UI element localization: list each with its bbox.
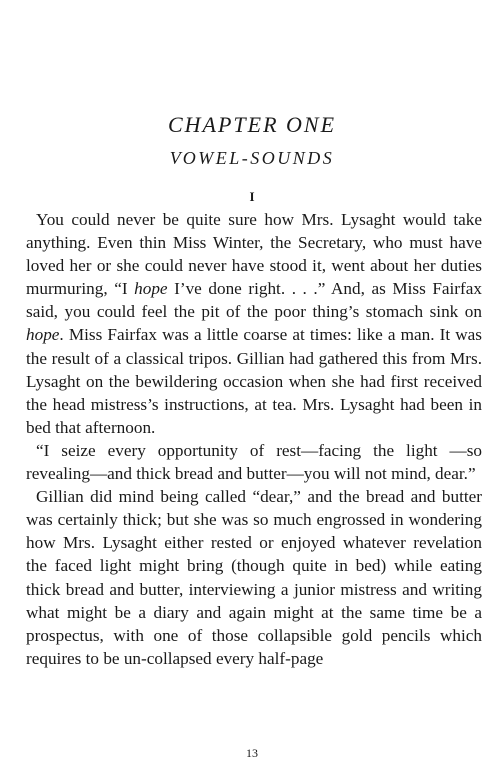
page-number: 13 [246,746,258,760]
text-run: I’ve done right. . . .” And, as Miss Fairfax said, you could feel the pit of the poor thing’s stomach sink on [26,279,482,322]
text-run: You could never be quite sure how Mrs. Lysaght would take anything. Even thin Miss Winter, the Secretary, who must have loved her or she could never have stood it, went about her duties murmuring, “I [26,210,482,299]
text-run: “I seize every opportunity of rest—facing the light —so revealing—and thick bread and butter—you will not mind, dear.” [26,440,482,484]
italic-word: hope [26,325,60,345]
section-number: I [249,189,255,204]
italic-word: hope [134,279,168,299]
paragraph [26,208,482,439]
text-run: . Miss Fairfax was a little coarse at times: like a man. It was the result of a classical tripos. Gillian had gathered this from Mrs. Lysaght on the bewildering occasion when she had first received the head mistress’s instructions, at tea. Mrs. Lysaght had been in bed that afternoon. [26,325,482,437]
body-text [26,208,482,670]
chapter-title: CHAPTER ONE [167,112,337,137]
chapter-subtitle: VOWEL-SOUNDS [169,148,335,168]
paragraph [26,485,482,670]
text-run: Gillian did mind being called “dear,” and the bread and butter was certainly thick; but she was so much engrossed in wondering how Mrs. Lysaght either rested or enjoyed whatever revelation the faced light might bring (though quite in bed) while eating thick bread and butter, interviewing a junior mistress and writing what might be a diary and again might at the same time be a prospectus, with one of those collapsible gold pencils which requires to be un-collapsed every half-page [26,487,482,668]
paragraph [26,439,482,485]
